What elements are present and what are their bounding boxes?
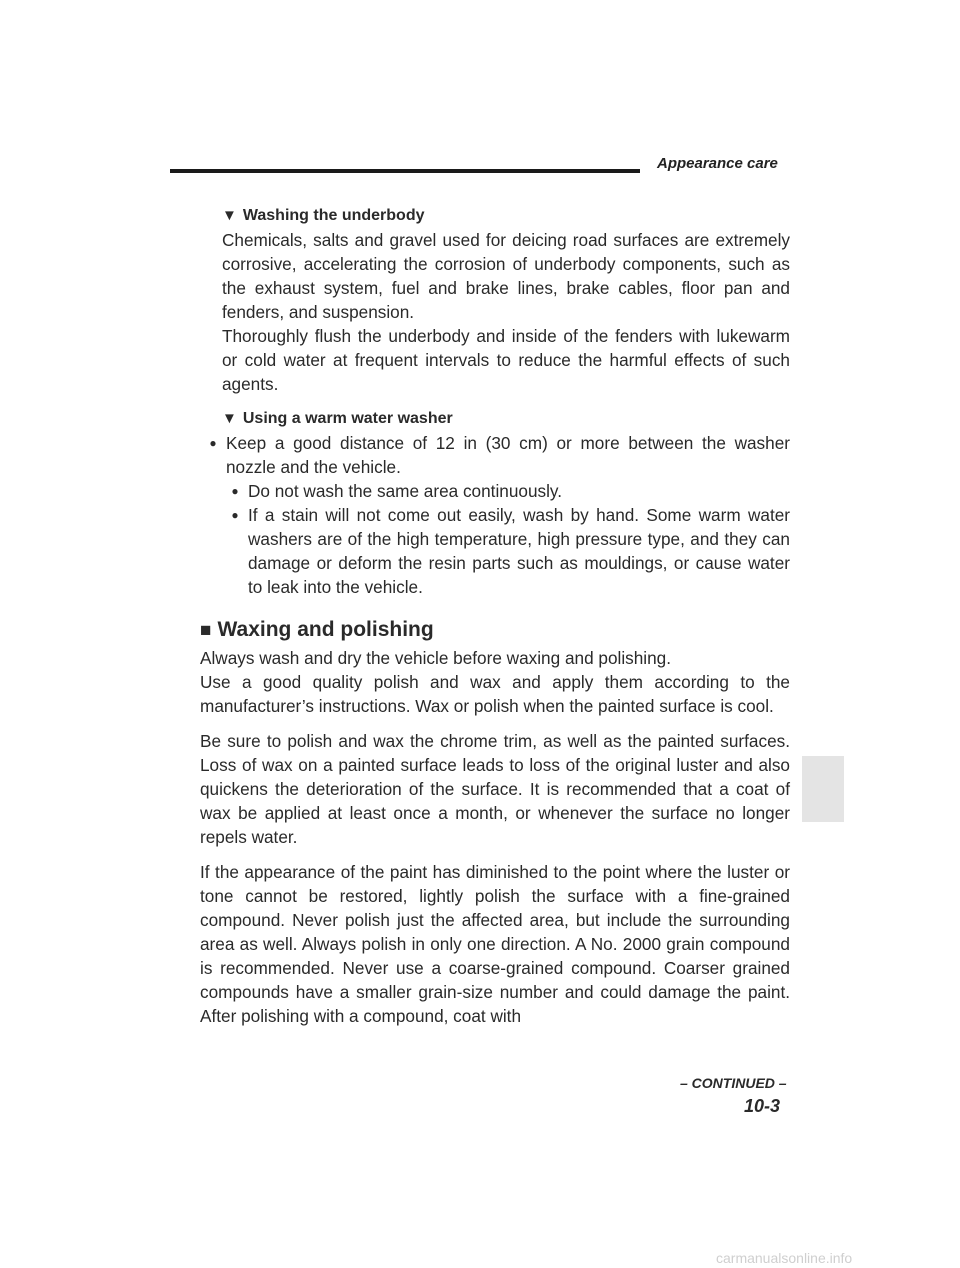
chapter-side-tab — [802, 756, 844, 822]
list-item: ● Do not wash the same area continuously. — [222, 479, 790, 503]
triangle-marker-icon: ▼ — [222, 207, 237, 224]
list-item: ● If a stain will not come out easily, wash by hand. Some warm water washers are of the high temperature, high pressure type, and they can damage or deform the resin parts such as mouldings, or cause water to leak into the vehicle. — [222, 503, 790, 599]
section-heading-waxing: ■ Waxing and polishing — [200, 618, 434, 641]
bullet-dot-icon: ● — [231, 484, 239, 498]
paragraph: Always wash and dry the vehicle before waxing and polishing. — [200, 648, 672, 668]
subsection-heading-underbody: ▼ Washing the underbody — [222, 207, 425, 224]
subsection-heading-warm-water: ▼ Using a warm water washer — [222, 410, 453, 427]
paragraph: Chemicals, salts and gravel used for deicing road surfaces are extremely corrosive, accelerating the corrosion of underbody components, such as the exhaust system, fuel and brake lines, brake cables, floor pan and fenders, and suspension. — [222, 230, 790, 322]
watermark: carmanualsonline.info — [716, 1250, 853, 1266]
bullet-dot-icon: ● — [209, 436, 217, 450]
header-rule — [170, 169, 640, 173]
bullet-dot-icon: ● — [231, 508, 239, 522]
paragraph: Thoroughly flush the underbody and inside of the fenders with lukewarm or cold water at frequent intervals to reduce the harmful effects of such agents. — [222, 326, 790, 394]
paragraph: If the appearance of the paint has diminished to the point where the luster or tone cannot be restored, lightly polish the surface with a fine-grained compound. Never polish just the affected area, but include the surrounding area as well. Always polish in only one direction. A No. 2000 grain compound is recommended. Never use a coarse-grained compound. Coarser grained compounds have a smaller grain-size number and could damage the paint. After polishing with a compound, coat with — [200, 862, 790, 1026]
list-item: ● Keep a good distance of 12 in (30 cm) or more between the washer nozzle and the vehicle. — [200, 431, 790, 479]
page-content — [200, 204, 790, 1028]
paragraph: Use a good quality polish and wax and apply them according to the manufacturer’s instructions. Wax or polish when the painted surface is cool. — [200, 672, 790, 716]
paragraph: Be sure to polish and wax the chrome trim, as well as the painted surfaces. Loss of wax on a painted surface leads to loss of the original luster and also quickens the deterioration of the surface. It is recommended that a coat of wax be applied at least once a month, or whenever the surface no longer repels water. — [200, 731, 790, 847]
page-number: 10-3 — [744, 1096, 781, 1116]
square-marker-icon: ■ — [200, 620, 212, 641]
page-header-title: Appearance care — [657, 155, 778, 172]
continued-label: – CONTINUED – — [680, 1075, 787, 1091]
triangle-marker-icon: ▼ — [222, 410, 237, 427]
